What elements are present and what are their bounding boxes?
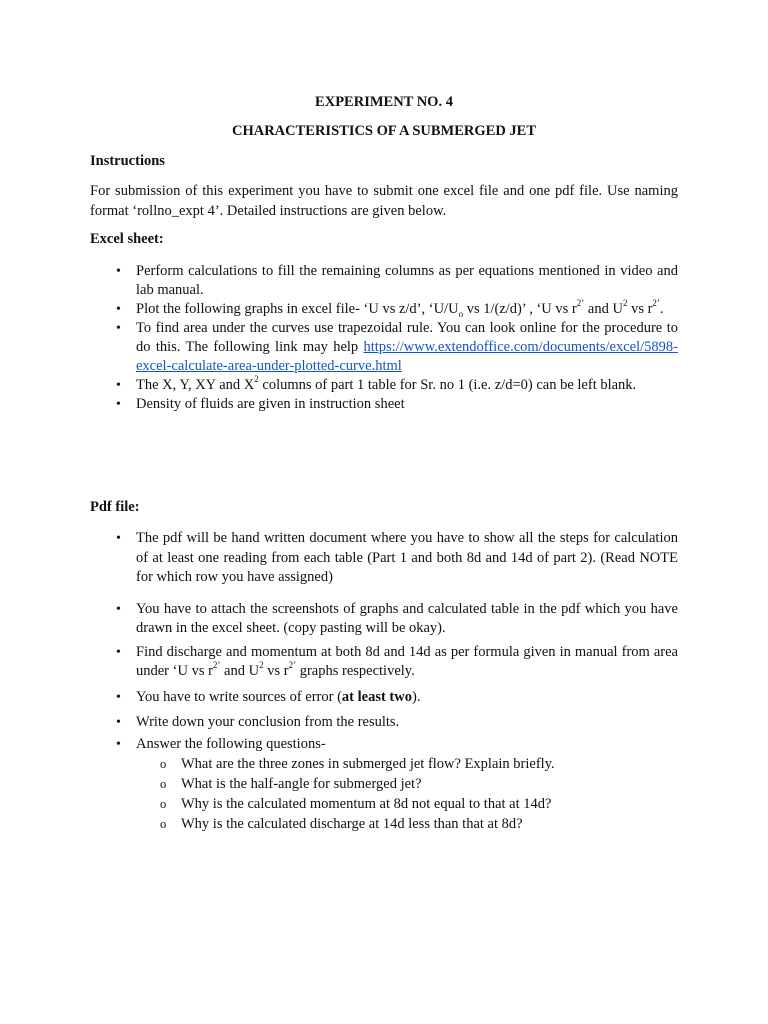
text-segment: .: [659, 301, 664, 317]
text-segment: To find area under the curves use trapezoidal rule. You can look online for the procedure to do this. The following link may help: [136, 320, 678, 355]
experiment-subtitle: CHARACTERISTICS OF A SUBMERGED JET: [231, 123, 537, 139]
superscript: 2’: [576, 298, 585, 309]
pdf-bullet-item: [90, 735, 678, 835]
experiment-title: EXPERIMENT NO. 4: [315, 94, 453, 110]
text-segment: columns of part 1 table for Sr. no 1 (i.e. z/d=0) can be left blank.: [258, 377, 637, 393]
text-segment: Find discharge and momentum at both 8d and 14d as per formula given in manual from area under ‘U vs r: [136, 643, 678, 679]
text-segment: graphs respectively.: [296, 663, 415, 679]
superscript: 2’: [288, 660, 297, 671]
pdf-bullet-item: [90, 643, 678, 682]
excel-bullet-item: [90, 376, 678, 395]
question-item: o What is the half-angle for submerged jet?: [136, 774, 678, 794]
text-segment: Answer the following questions-: [136, 735, 326, 752]
excel-bullet-item: [90, 319, 678, 376]
excel-bullet-item: [90, 262, 678, 300]
bold-text: at least two: [341, 688, 412, 705]
excel-instructions-list: [90, 262, 678, 414]
text-segment: vs r: [627, 301, 653, 317]
pdf-bullet-item: [90, 529, 678, 588]
text-segment: vs 1/(z/d)’ , ‘U vs r: [463, 301, 577, 317]
text-segment: and U: [220, 663, 260, 679]
superscript: 2: [622, 298, 628, 309]
pdf-bullet-item: [90, 713, 678, 733]
question-item: o What are the three zones in submerged jet flow? Explain briefly.: [136, 754, 678, 774]
pdf-bullet-item: [90, 688, 678, 708]
text-segment: vs r: [263, 663, 289, 679]
superscript: 2’: [212, 660, 221, 671]
text-segment: You have to attach the screenshots of graphs and calculated table in the pdf which you have drawn in the excel sheet. (copy pasting will be okay).: [136, 600, 678, 636]
question-item: o Why is the calculated discharge at 14d less than that at 8d?: [136, 814, 678, 834]
pdf-file-heading: Pdf file:: [90, 499, 140, 515]
text-segment: ).: [411, 688, 421, 705]
instructions-heading: Instructions: [90, 153, 165, 169]
superscript: 2: [259, 660, 264, 671]
excel-bullet-item: [90, 395, 678, 414]
instructions-paragraph: For submission of this experiment you have to submit one excel file and one pdf file. Use naming format ‘rollno_expt 4’. Detailed instructions are given below.: [90, 183, 678, 219]
superscript: 2: [254, 374, 259, 385]
text-segment: The X, Y, XY and X: [136, 377, 255, 393]
text-segment: You have to write sources of error (: [136, 688, 342, 705]
excel-sheet-heading: Excel sheet:: [90, 231, 164, 247]
superscript: 2’: [652, 298, 660, 309]
text-segment: and U: [584, 301, 623, 317]
text-segment: Density of fluids are given in instruction sheet: [136, 396, 405, 412]
text-segment: Plot the following graphs in excel file- ‘U vs z/d’, ‘U/U: [136, 301, 459, 317]
text-segment: Write down your conclusion from the results.: [136, 714, 400, 730]
reference-link[interactable]: https://www.extendoffice.com/documents/excel/5898-excel-calculate-area-under-plotted-curve.html: [136, 339, 678, 374]
pdf-bullet-item: [90, 600, 678, 639]
questions-sublist: [136, 754, 678, 834]
pdf-instructions-list: [90, 529, 678, 834]
text-segment: Perform calculations to fill the remaining columns as per equations mentioned in video and lab manual.: [136, 263, 678, 298]
subscript: o: [458, 308, 464, 319]
question-item: o Why is the calculated momentum at 8d not equal to that at 14d?: [136, 794, 678, 814]
excel-bullet-item: [90, 300, 678, 319]
text-segment: The pdf will be hand written document where you have to show all the steps for calculation of at least one reading from each table (Part 1 and both 8d and 14d of part 2). (Read NOTE for which row you have assigned): [136, 530, 678, 585]
